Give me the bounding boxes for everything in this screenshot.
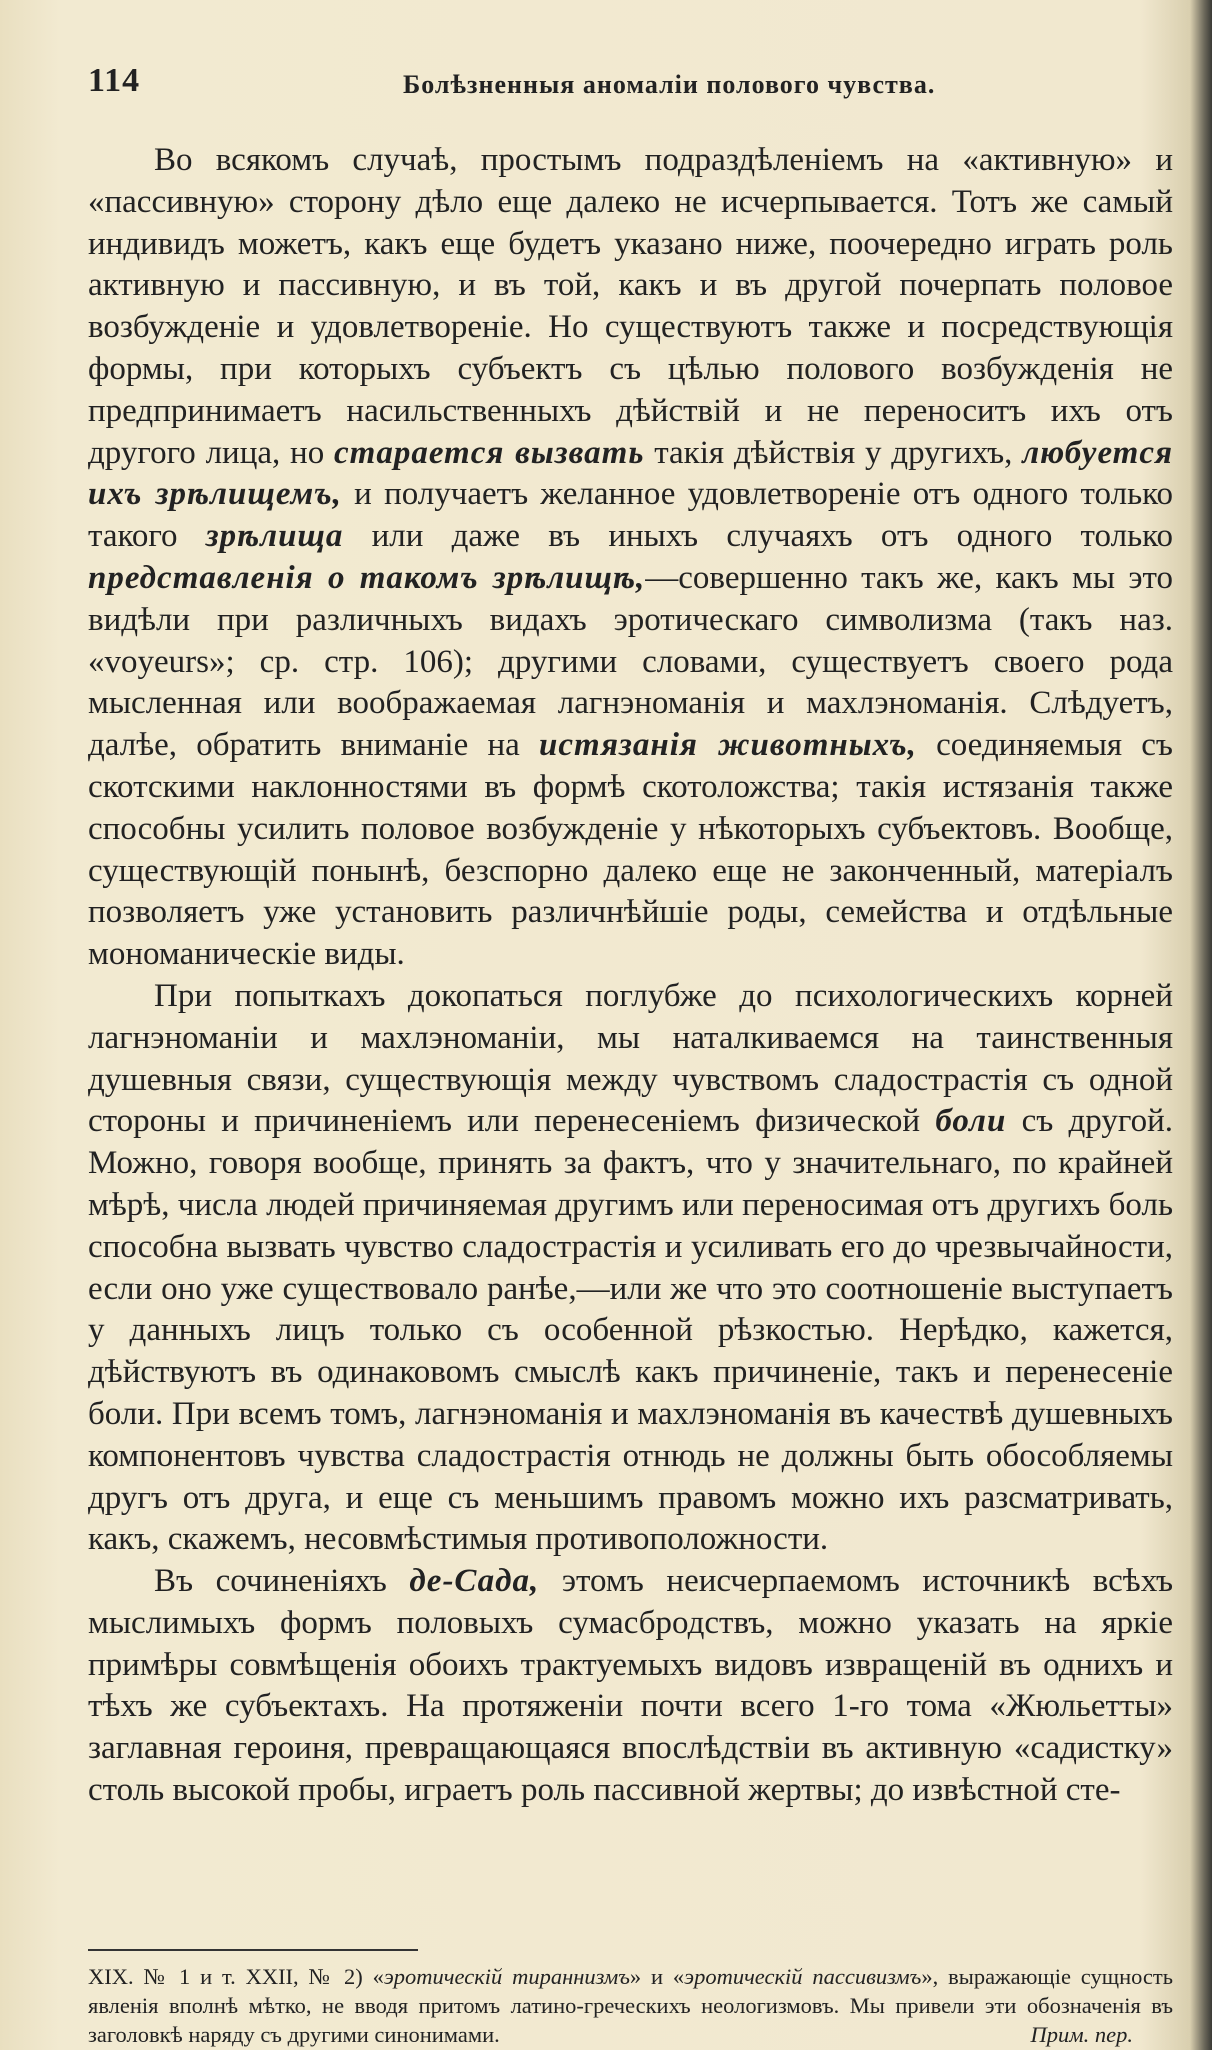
paragraph — [88, 1561, 1173, 1812]
text-run: Въ сочиненіяхъ — [154, 1563, 410, 1600]
main-text — [88, 140, 1173, 1812]
text-run: съ другой. Можно, говоря вообще, принять за фактъ, что у значительнаго, по крайней мѣрѣ, числа людей причиняемая другимъ или переносимая отъ другихъ боль способна вызвать чувство сладострастія и усиливать его до чрезвычайности, если оно уже существовало ранѣе,—или же что это соотношеніе выступаетъ у данныхъ лицъ только съ особенной рѣзкостью. Нерѣдко, кажется, дѣйствуютъ въ одинаковомъ смыслѣ какъ причиненіе, такъ и перенесеніе боли. При всемъ томъ, лагнэноманія и махлэноманія въ качествѣ душевныхъ компонентовъ чувства сладострастія отнюдь не должны быть обособляемы другъ отъ друга, и еще съ меньшимъ правомъ можно ихъ разсматривать, какъ, скажемъ, несовмѣстимыя противоположности. — [88, 1103, 1173, 1558]
page-header — [88, 62, 1168, 110]
page-number: 114 — [88, 62, 141, 99]
text-run: этомъ неисчерпаемомъ источникѣ всѣхъ мыслимыхъ формъ половыхъ сумасбродствъ, можно указать на яркіе примѣры совмѣщенія обоихъ трактуемыхъ видовъ извращеній въ однихъ и тѣхъ же субъектахъ. На протяженіи почти всего 1-го тома «Жюльетты» заглавная героиня, превращающаяся впослѣдствіи въ активную «садистку» столь высокой пробы, играетъ роль пассивной жертвы; до извѣстной сте- — [88, 1563, 1174, 1809]
text-run: », выражающіе сущность явленія вполнѣ мѣтко, не вводя притомъ латино-греческихъ неологизмовъ. Мы привели эти обозначенія въ заголовкѣ наряду съ другими синонимами. — [88, 1964, 1173, 2047]
paragraph — [88, 140, 1173, 976]
emphasized-text: де-Сада, — [409, 1563, 540, 1600]
emphasized-text: зрѣлища — [205, 518, 344, 555]
text-run: Во всякомъ случаѣ, простымъ подраздѣленіемъ на «активную» и «пассивную» сторону дѣло еще далеко не исчерпывается. Тотъ же самый индивидъ можетъ, какъ еще будетъ указано ниже, поочередно играть роль активную и пассивную, и въ той, какъ и въ другой почерпать половое возбужденіе и удовлетвореніе. Но существуютъ также и посредствующія формы, при которыхъ субъектъ съ цѣлью полового возбужденія не предпринимаетъ насильственныхъ дѣйствій и не переноситъ ихъ отъ другого лица, но — [88, 142, 1173, 471]
emphasized-text: любуется ихъ зрѣлищемъ, — [88, 434, 1173, 513]
emphasized-text: эротическій тираннизмъ — [383, 1964, 630, 1989]
text-run: такія дѣйствія у другихъ, — [644, 434, 1023, 471]
text-run: XIX. № 1 и т. XXII, № 2) « — [88, 1964, 384, 1989]
footnote — [88, 1962, 1173, 2049]
text-run: При попыткахъ докопаться поглубже до психологическихъ корней лагнэноманіи и махлэноманіи, мы наталкиваемся на таинственныя душевныя связи, существующія между чувствомъ сладострастія съ одной стороны и причиненіемъ или перенесеніемъ физической — [88, 977, 1173, 1140]
text-run: и получаетъ желанное удовлетвореніе отъ одного только такого — [88, 476, 1173, 555]
emphasized-text: представленія о такомъ зрѣлищѣ, — [88, 559, 646, 596]
running-title: Болѣзненныя аномаліи полового чувства. — [403, 70, 936, 99]
text-run: соединяемыя съ скотскими наклонностями въ формѣ скотоложства; такія истязанія также способны усилить половое возбужденіе у нѣкоторыхъ субъектовъ. Вообще, существующій понынѣ, безспорно далеко еще не законченный, матеріалъ позволяетъ уже установить различнѣйшіе роды, семейства и отдѣльные мономаническіе виды. — [88, 727, 1173, 973]
text-run: » и « — [629, 1964, 685, 1989]
emphasized-text: старается вызвать — [334, 434, 645, 471]
text-run: —совершенно такъ же, какъ мы это видѣли при различныхъ видахъ эротическаго символизма (такъ наз. «voyeurs»; ср. стр. 106); другими словами, существуетъ своего рода мысленная или воображаемая лагнэноманія и махлэноманія. Слѣдуетъ, далѣе, обратить вниманіе на — [88, 559, 1173, 764]
emphasized-text: боли — [935, 1103, 1007, 1140]
emphasized-text: эротическій пассивизмъ — [684, 1964, 922, 1989]
footnote-signature: Прим. пер. — [1030, 2022, 1133, 2047]
emphasized-text: истязанія животныхъ, — [538, 727, 917, 764]
footnote-divider — [88, 1949, 418, 1951]
paragraph — [88, 976, 1173, 1561]
text-run: или даже въ иныхъ случаяхъ отъ одного только — [343, 518, 1173, 555]
